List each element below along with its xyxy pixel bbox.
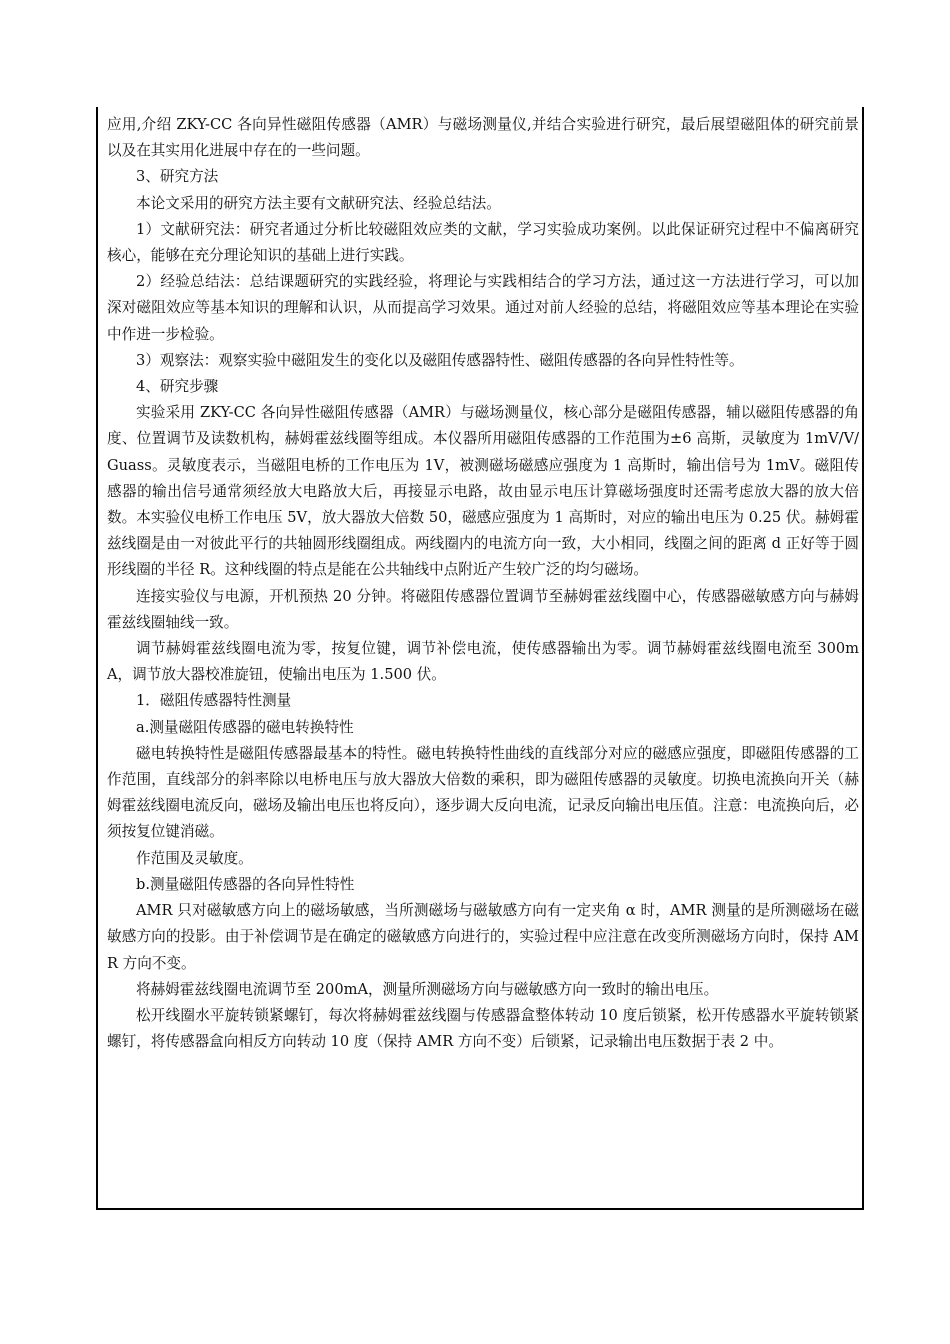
section-heading-research-methods: 3、研究方法 (136, 168, 219, 186)
paragraph-intro-continuation: 应用,介绍 ZKY-CC 各向异性磁阻传感器（AMR）与磁场测量仪,并结合实验进行研究，最后展望磁阻体的研究前景以及在其实用化进展中存在的一些问题。 (107, 116, 859, 160)
paragraph-current-200ma: 将赫姆霍兹线圈电流调节至 200mA，测量所测磁场方向与磁敏感方向一致时的输出电压。 (136, 980, 719, 998)
subheading-anisotropy: b.测量磁阻传感器的各向异性特性 (136, 875, 355, 893)
paragraph-apparatus-description: 实验采用 ZKY-CC 各向异性磁阻传感器（AMR）与磁场测量仪，核心部分是磁阻传感器，辅以磁阻传感器的角度、位置调节及读数机构，赫姆霍兹线圈等组成。本仪器所用磁阻传感器的工作范围为±6 高斯，灵敏度为 1mV/V/Guass。灵敏度表示，当磁阻电桥的工作电压为 1V，被测磁场磁感应强度为 1 高斯时，输出信号为 1mV。磁阻传感器的输出信号通常须经放大电路放大后，再接显示电路，故由显示电压计算磁场强度时还需考虑放大器的放大倍数。本实验仪电桥工作电压 5V，放大器放大倍数 50，磁感应强度为 1 高斯时，对应的输出电压为 0.25 伏。赫姆霍兹线圈是由一对彼此平行的共轴圆形线圈组成。两线圈内的电流方向一致，大小相同，线圈之间的距离 d 正好等于圆形线圈的半径 R。这种线圈的特点是能在公共轴线中点附近产生较广泛的均匀磁场。 (107, 404, 859, 579)
paragraph-experience-method: 2）经验总结法：总结课题研究的实践经验，将理论与实践相结合的学习方法，通过这一方法进行学习，可以加深对磁阻效应等基本知识的理解和认识，从而提高学习效果。通过对前人经验的总结，将磁阻效应等基本理论在实验中作进一步检验。 (107, 273, 859, 343)
paragraph-rotation-procedure: 松开线圈水平旋转锁紧螺钉，每次将赫姆霍兹线圈与传感器盒整体转动 10 度后锁紧，松开传感器水平旋转锁紧螺钉，将传感器盒向相反方向转动 10 度（保持 AMR 方向不变）后锁紧，记录输出电压数据于表 2 中。 (107, 1006, 859, 1051)
paragraph-observation-method: 3）观察法：观察实验中磁阻发生的变化以及磁阻传感器特性、磁阻传感器的各向异性特性等。 (136, 351, 744, 369)
document-body (107, 112, 859, 1055)
subheading-magnetoelectric-conversion: a.测量磁阻传感器的磁电转换特性 (136, 718, 354, 736)
paragraph-conversion-characteristics: 磁电转换特性是磁阻传感器最基本的特性。磁电转换特性曲线的直线部分对应的磁感应强度，即磁阻传感器的工作范围，直线部分的斜率除以电桥电压与放大器放大倍数的乘积，即为磁阻传感器的灵敏度。切换电流换向开关（赫姆霍兹线圈电流反向，磁场及输出电压也将反向），逐步调大反向电流，记录反向输出电压值。注意：电流换向后，必须按复位键消磁。 (107, 744, 859, 841)
section-heading-research-steps: 4、研究步骤 (136, 378, 219, 396)
paragraph-setup: 连接实验仪与电源，开机预热 20 分钟。将磁阻传感器位置调节至赫姆霍兹线圈中心，传感器磁敏感方向与赫姆霍兹线圈轴线一致。 (107, 587, 859, 631)
paragraph-range-sensitivity: 作范围及灵敏度。 (136, 849, 253, 867)
paragraph-amr-anisotropy: AMR 只对磁敏感方向上的磁场敏感，当所测磁场与磁敏感方向有一定夹角 α 时，AMR 测量的是所测磁场在磁敏感方向的投影。由于补偿调节是在确定的磁敏感方向进行的，实验过程中应注意在改变所测磁场方向时，保持 AMR 方向不变。 (107, 902, 859, 972)
paragraph-literature-method: 1）文献研究法：研究者通过分析比较磁阻效应类的文献，学习实验成功案例。以此保证研究过程中不偏离研究核心，能够在充分理论知识的基础上进行实践。 (107, 220, 859, 265)
paragraph-methods-overview: 本论文采用的研究方法主要有文献研究法、经验总结法。 (136, 194, 501, 212)
paragraph-calibration: 调节赫姆霍兹线圈电流为零，按复位键，调节补偿电流，使传感器输出为零。调节赫姆霍兹线圈电流至 300mA，调节放大器校准旋钮，使输出电压为 1.500 伏。 (107, 640, 859, 684)
subheading-sensor-characteristics: 1．磁阻传感器特性测量 (136, 692, 292, 710)
